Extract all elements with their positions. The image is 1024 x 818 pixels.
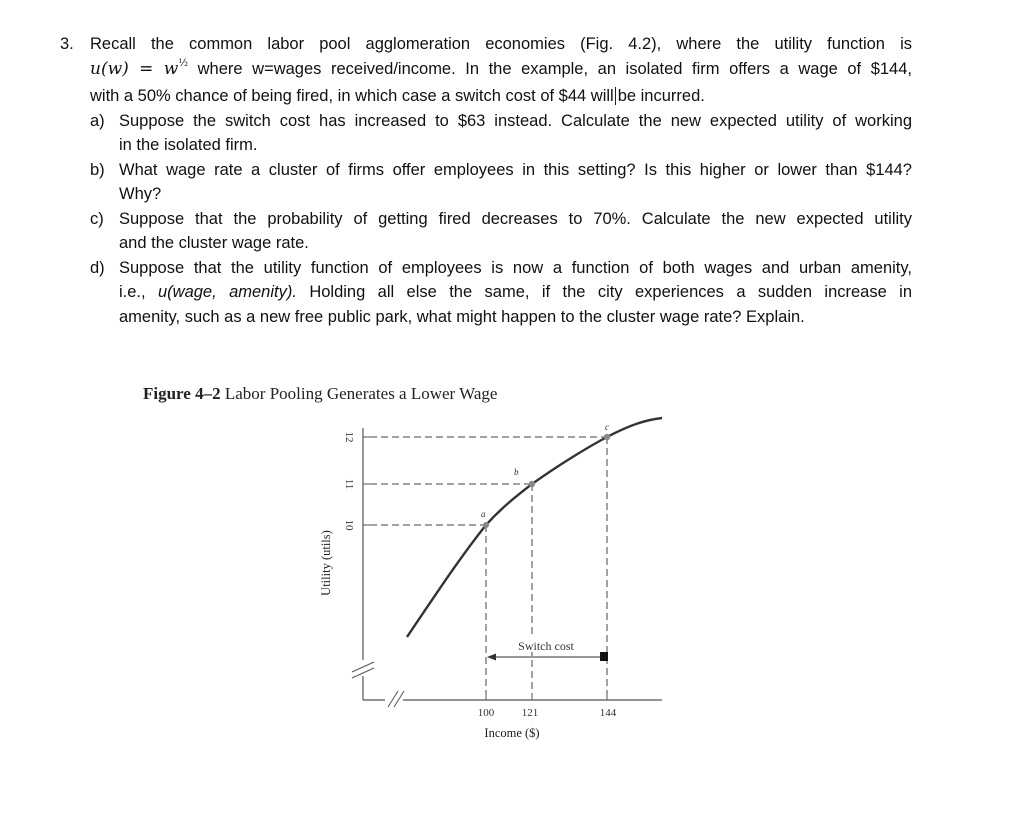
utility-formula: $u(w) = w^{\frac{1}{2}}$ <box>90 57 189 79</box>
point-c <box>604 434 610 440</box>
x-tick-label: 144 <box>599 707 617 719</box>
part-d-line-2: i.e., u(wage, amenity). Holding all else the same, if the city experiences a sudden increase in <box>119 283 912 301</box>
x-axis-label: Income ($) <box>484 726 540 740</box>
x-tick-label: 121 <box>521 707 539 719</box>
switch-cost-arrowhead <box>487 654 496 661</box>
x-tick-label: 100 <box>477 707 495 719</box>
part-c-line-2: and the cluster wage rate. <box>119 234 309 252</box>
y-tick-label: 10 <box>343 519 355 531</box>
point-a-label: a <box>481 509 486 519</box>
utility-exponent: ½ <box>178 57 189 69</box>
intro-line-3: with a 50% chance of being fired, in which case a switch cost of $44 will be incurred. <box>90 87 705 105</box>
part-d-line-1: Suppose that the utility function of employees is now a function of both wages and urban amenity, <box>119 258 912 277</box>
figure-label: Figure 4–2 <box>143 384 221 403</box>
intro-text-2: where w=wages received/income. In the example, an isolated firm offers a wage of $144, <box>197 59 912 78</box>
y-axis-label: Utility (utils) <box>319 530 333 596</box>
point-b-label: b <box>514 467 519 477</box>
y-axis-break-mark <box>352 662 374 672</box>
part-d-line-3: amenity, such as a new free public park, what might happen to the cluster wage rate? Explain. <box>119 307 805 326</box>
point-b <box>529 481 535 487</box>
question-number: 3. <box>60 35 74 53</box>
part-letter: a) <box>90 111 105 130</box>
part-letter: c) <box>90 209 104 228</box>
part-a-line-1: Suppose the switch cost has increased to $63 instead. Calculate the new expected utility of working <box>119 111 912 130</box>
y-tick-label: 12 <box>343 431 355 443</box>
point-c-label: c <box>605 422 609 432</box>
part-letter: d) <box>90 258 105 277</box>
y-tick-label: 11 <box>343 478 355 490</box>
part-c-line-1: Suppose that the probability of getting fired decreases to 70%. Calculate the new expected utility <box>119 209 912 228</box>
figure-caption: Labor Pooling Generates a Lower Wage <box>224 384 498 403</box>
part-b-line-1: What wage rate a cluster of firms offer employees in this setting? Is this higher or lower than $144? <box>119 160 912 179</box>
part-letter: b) <box>90 160 105 179</box>
intro-line-1: Recall the common labor pool agglomeration economies (Fig. 4.2), where the utility function is <box>90 35 912 53</box>
switch-cost-endpoint <box>600 652 608 661</box>
utility-notation: u(wage, amenity). <box>157 283 297 301</box>
part-b-line-2: Why? <box>119 185 162 203</box>
part-a-line-2: in the isolated firm. <box>119 136 258 154</box>
point-a <box>483 522 489 528</box>
x-axis-break-mark <box>388 691 398 707</box>
switch-cost-label: Switch cost <box>518 639 574 653</box>
x-axis-break-mark <box>394 691 404 707</box>
utility-curve <box>407 418 662 637</box>
